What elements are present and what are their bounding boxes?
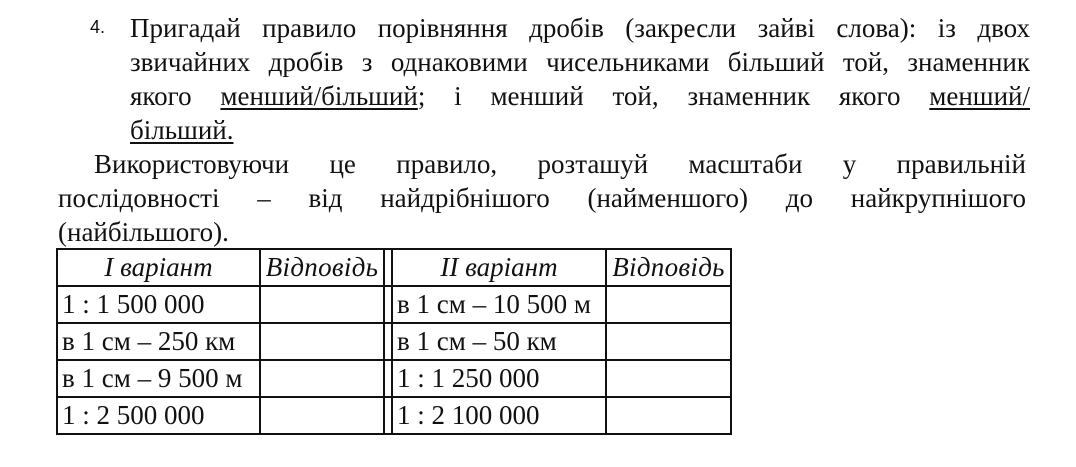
variant-2-cell: 1 : 1 250 000 xyxy=(392,360,606,397)
variant-2-cell: в 1 см – 50 км xyxy=(392,323,606,360)
task-text-line-3a: якого xyxy=(130,81,221,111)
answer-1-cell[interactable] xyxy=(260,360,384,397)
answer-2-cell[interactable] xyxy=(606,286,731,323)
task-text-line-3b: ; і менший той, знаменник якого xyxy=(417,81,930,111)
answer-1-cell[interactable] xyxy=(260,397,384,434)
header-answer-2: Відповідь xyxy=(606,249,731,286)
table-separator xyxy=(384,360,392,397)
choice-underlined-2b[interactable]: більший. xyxy=(130,115,234,145)
header-answer-1: Відповідь xyxy=(260,249,384,286)
instruction-paragraph xyxy=(58,147,1026,249)
table-separator xyxy=(384,323,392,360)
table-row xyxy=(57,323,731,360)
variant-1-cell: 1 : 1 500 000 xyxy=(57,286,260,323)
variant-2-cell: 1 : 2 100 000 xyxy=(392,397,606,434)
task-line-2 xyxy=(90,45,1030,79)
task-line-1 xyxy=(90,10,1030,45)
scales-table xyxy=(56,248,732,435)
answer-1-cell[interactable] xyxy=(260,286,384,323)
variant-2-cell: в 1 см – 10 500 м xyxy=(392,286,606,323)
answer-2-cell[interactable] xyxy=(606,323,731,360)
answer-2-cell[interactable] xyxy=(606,397,731,434)
choice-underlined-2a[interactable]: менший/ xyxy=(929,81,1030,111)
header-variant-1: I варіант xyxy=(57,249,260,286)
answer-1-cell[interactable] xyxy=(260,323,384,360)
paragraph-line-2: послідовності – від найдрібнішого (найменшого) до найкрупнішого xyxy=(58,183,1026,213)
table-header-row xyxy=(57,249,731,286)
header-variant-2: II варіант xyxy=(392,249,606,286)
table-separator xyxy=(384,286,392,323)
table-separator xyxy=(384,397,392,434)
paragraph-line-3: (найбільшого). xyxy=(58,217,229,247)
variant-1-cell: 1 : 2 500 000 xyxy=(57,397,260,434)
table-row xyxy=(57,360,731,397)
task-text-line-2: звичайних дробів з однаковими чисельниками більший той, знаменник xyxy=(130,47,1030,77)
paragraph-line-1: Використовуючи це правило, розташуй масштаби у правильній xyxy=(94,149,1026,179)
task-4 xyxy=(90,10,1030,147)
task-line-3 xyxy=(90,79,1030,113)
table-row xyxy=(57,397,731,434)
answer-2-cell[interactable] xyxy=(606,360,731,397)
table-row xyxy=(57,286,731,323)
task-text-line-1: Пригадай правило порівняння дробів (закресли зайві слова): із двох xyxy=(130,13,1030,43)
task-number: 4. xyxy=(90,17,106,37)
variant-1-cell: в 1 см – 9 500 м xyxy=(57,360,260,397)
scales-table-wrap xyxy=(56,248,732,435)
variant-1-cell: в 1 см – 250 км xyxy=(57,323,260,360)
task-line-4 xyxy=(90,113,1030,147)
table-separator xyxy=(384,249,392,286)
choice-underlined-1[interactable]: менший/більший xyxy=(220,81,418,111)
